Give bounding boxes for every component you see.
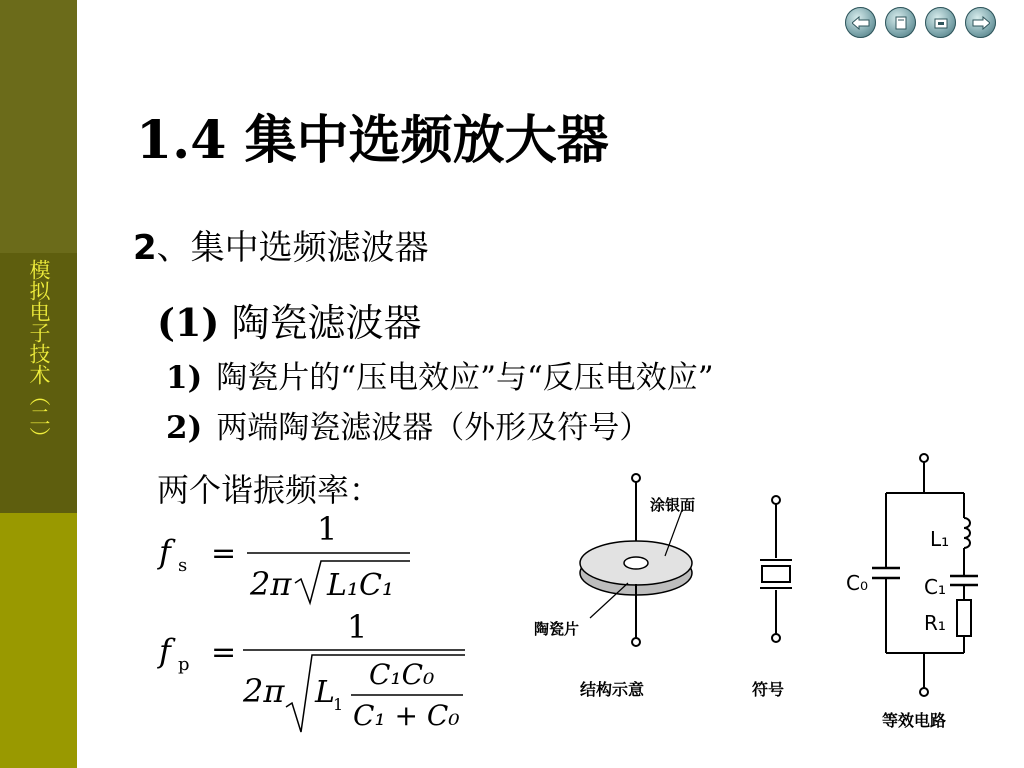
section-heading [133,220,429,269]
fs-equals: = [211,536,237,571]
fp-subscript: p [178,654,190,675]
fs-symbol: f [159,533,171,571]
symbol-crystal [762,566,790,582]
subsection-text: 陶瓷滤波器 [231,301,422,345]
resonance-label: 两个谐振频率： [157,471,382,509]
stop-button[interactable] [925,7,956,38]
forward-arrow-icon [972,16,990,30]
r1-resistor [957,600,971,636]
circuit-bottom-terminal [920,688,928,696]
symbol-top-terminal [772,496,780,504]
subsection-number: (1) [157,300,220,345]
fs-denominator-prefix: 2π [250,565,292,603]
section-number: 2 [133,228,157,268]
ceramic-label: 陶瓷片 [534,620,580,638]
fp-numerator: 1 [347,612,368,646]
fs-numerator: 1 [317,510,338,548]
back-button[interactable] [845,7,876,38]
top-terminal [632,474,640,482]
structure-caption: 结构示意 [580,680,645,699]
c1-label: C₁ [924,575,946,599]
filter-symbol [752,496,792,699]
l1-inductor [964,518,970,548]
stop-icon [933,15,949,31]
fp-inner-numerator: C₁C₀ [369,658,435,691]
list-item-number: 2) [166,410,203,446]
forward-button[interactable] [965,7,996,38]
c0-label: C₀ [846,571,868,595]
list-item [166,402,650,447]
r1-label: R₁ [924,611,946,635]
silver-electrode [624,557,648,569]
sidebar-bottom-band [0,513,77,768]
fp-equals: = [211,635,237,670]
formula-fs [155,505,425,610]
structure-sketch [534,474,695,699]
equivalent-caption: 等效电路 [882,711,947,730]
fp-symbol: f [159,632,171,670]
bottom-terminal [632,638,640,646]
equivalent-circuit [846,454,978,730]
symbol-caption: 符号 [752,680,785,699]
list-item-number: 1) [166,360,203,396]
slide-title: 1.4 集中选频放大器 [136,110,609,171]
home-button[interactable] [885,7,916,38]
sidebar-top-band [0,0,77,253]
fp-root-L-subscript: 1 [333,695,344,714]
fs-subscript: s [178,555,188,576]
fp-inner-denominator: C₁ + C₀ [353,699,460,732]
list-item-text: 两端陶瓷滤波器（外形及符号） [216,410,651,446]
formula-fp [155,612,475,742]
fs-root-content: L₁C₁ [327,568,394,603]
home-icon [893,15,909,31]
ceramic-filter-diagram [520,448,1000,738]
section-text: 、集中选频滤波器 [156,228,429,268]
sidebar-middle-band [0,253,77,513]
list-item [166,352,714,397]
l1-label: L₁ [930,527,950,551]
symbol-bottom-terminal [772,634,780,642]
course-title: 模拟电子技术（二） [27,259,51,448]
slide-navigation [845,7,996,38]
fp-denominator-prefix: 2π [243,672,285,710]
silver-surface-label: 涂银面 [650,496,696,514]
back-arrow-icon [852,16,870,30]
circuit-top-terminal [920,454,928,462]
fp-root-L: L [315,675,335,710]
list-item-text: 陶瓷片的“压电效应”与“反压电效应” [216,360,714,396]
subsection-heading [157,292,422,347]
